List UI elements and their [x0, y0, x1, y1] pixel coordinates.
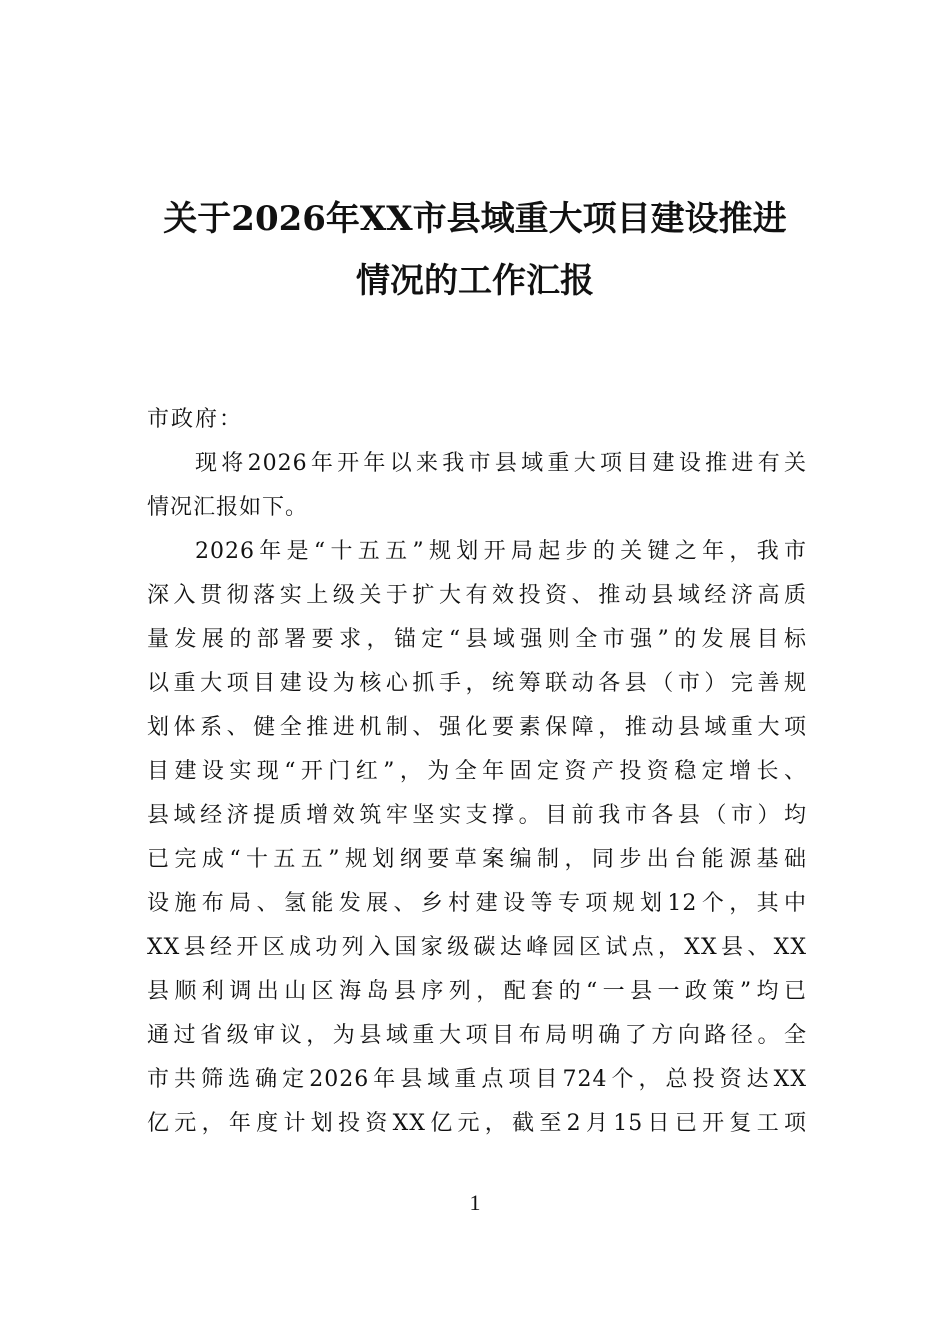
paragraph-intro: [147, 442, 807, 530]
paragraph-line: 设施布局、氢能发展、乡村建设等专项规划12个，其中: [147, 891, 807, 916]
paragraph-main: [147, 530, 807, 1146]
title-line-2: 情况的工作汇报: [356, 261, 594, 301]
paragraph-line: 已完成“十五五”规划纲要草案编制，同步出台能源基础: [147, 847, 807, 872]
paragraph-line: 市共筛选确定2026年县域重点项目724个，总投资达XX: [147, 1067, 807, 1092]
paragraph-line: 县域经济提质增效筑牢坚实支撑。目前我市各县（市）均: [147, 803, 807, 828]
paragraph-line: 情况汇报如下。: [147, 495, 309, 520]
page-number: 1: [469, 1190, 481, 1215]
paragraph-line: 深入贯彻落实上级关于扩大有效投资、推动县域经济高质: [147, 583, 807, 608]
paragraph-line: 量发展的部署要求，锚定“县域强则全市强”的发展目标: [147, 627, 807, 652]
paragraph-line: 以重大项目建设为核心抓手，统筹联动各县（市）完善规: [147, 671, 807, 696]
title-line-1: 关于2026年XX市县域重大项目建设推进: [163, 199, 787, 239]
paragraph-line: 亿元，年度计划投资XX亿元，截至2月15日已开复工项: [147, 1111, 807, 1136]
paragraph-line: 划体系、健全推进机制、强化要素保障，推动县域重大项: [147, 715, 807, 740]
paragraph-line: 通过省级审议，为县域重大项目布局明确了方向路径。全: [147, 1023, 807, 1048]
document-title: [145, 188, 805, 312]
paragraph-line: XX县经开区成功列入国家级碳达峰园区试点，XX县、XX: [147, 935, 807, 960]
salutation: 市政府：: [147, 407, 244, 432]
document-body: [147, 398, 807, 1146]
paragraph-line: 现将2026年开年以来我市县域重大项目建设推进有关: [195, 451, 807, 476]
paragraph-line: 2026年是“十五五”规划开局起步的关键之年，我市: [195, 539, 807, 564]
paragraph-line: 县顺利调出山区海岛县序列，配套的“一县一政策”均已: [147, 979, 807, 1004]
paragraph-line: 目建设实现“开门红”，为全年固定资产投资稳定增长、: [147, 759, 807, 784]
